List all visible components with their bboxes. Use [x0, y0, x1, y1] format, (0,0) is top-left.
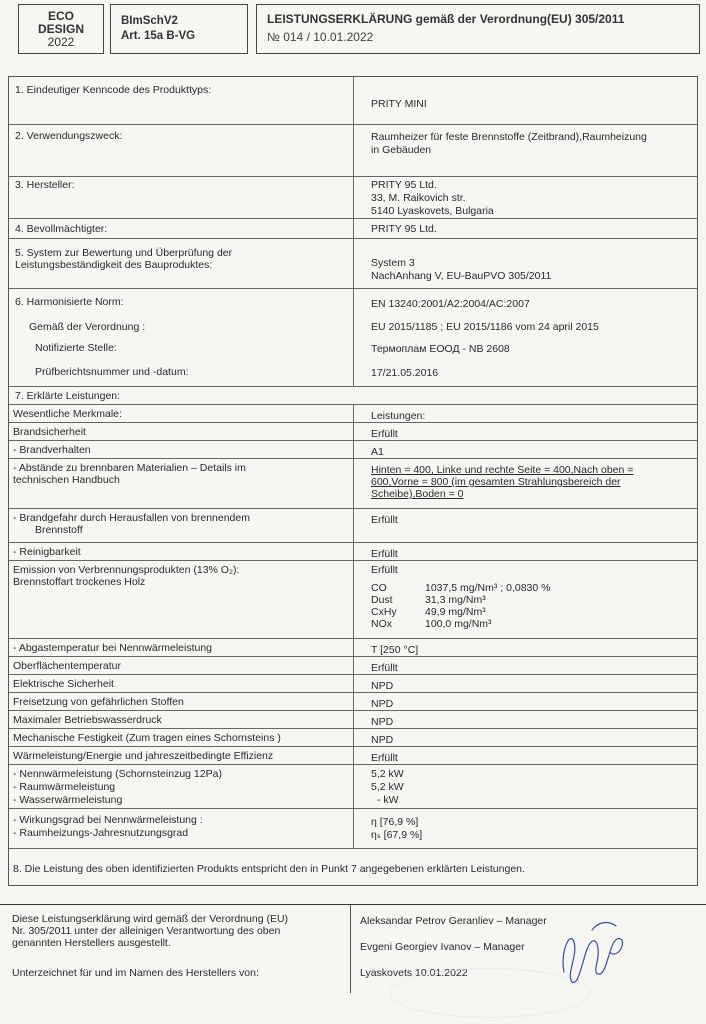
eco-design-box [18, 4, 104, 54]
emission-value: 31,3 mg/Nm³ [425, 594, 486, 606]
value-mechanical: NPD [371, 734, 394, 746]
label-mechanical: Mechanische Festigkeit (Zum tragen eines Schornsteins ) [13, 732, 281, 744]
place-date: Lyaskovets 10.01.2022 [360, 967, 468, 979]
responsibility-line-1: Diese Leistungserklärung wird gemäß der Verordnung (EU) [12, 913, 289, 925]
handwritten-signature [552, 912, 632, 988]
value-fuel-falling: Erfüllt [371, 514, 398, 526]
eco-line1: ECO [47, 8, 74, 23]
label-fuel-falling-2: Brennstoff [35, 524, 83, 536]
value-thermal: Erfüllt [371, 752, 398, 764]
value-room-output: 5,2 kW [371, 781, 404, 793]
label-surface-temp: Oberflächentemperatur [13, 660, 121, 672]
row-harmonised-standard [9, 289, 697, 387]
value-intended-use-2: in Gebäuden [371, 144, 432, 156]
value-representative: PRITY 95 Ltd. [371, 223, 437, 235]
performance-header: Leistungen: [371, 410, 426, 422]
value-distances-2: 600,Vorne = 800 (im gesamten Strahlungsbereich der [371, 476, 621, 488]
row-thermal [9, 747, 697, 765]
emission-value: 1037,5 mg/Nm³ ; 0,0830 % [425, 582, 551, 594]
label-water-pressure: Maximaler Betriebswasserdruck [13, 714, 162, 726]
value-efficiency-nominal: η [76,9 %] [371, 816, 419, 828]
label-test-report: Prüfberichtsnummer und -datum: [35, 366, 189, 378]
value-notified-body: Термоплам ЕООД - NB 2608 [371, 343, 510, 355]
row-water-pressure [9, 711, 697, 729]
row-declared-performance [9, 387, 697, 405]
label-efficiency-nominal: - Wirkungsgrad bei Nennwärmeleistung : [13, 814, 203, 826]
value-fire-behaviour: A1 [371, 446, 384, 458]
label-notified-body: Notifizierte Stelle: [35, 342, 117, 354]
value-test-report: 17/21.05.2016 [371, 367, 439, 379]
signed-for-label: Unterzeichnet für und im Namen des Herstellers von: [12, 967, 259, 979]
eco-year: 2022 [47, 34, 75, 49]
row-efficiency [9, 809, 697, 849]
essential-characteristics-header: Wesentliche Merkmale: [13, 408, 122, 420]
document-header [18, 4, 700, 54]
value-manufacturer-1: PRITY 95 Ltd. [371, 179, 437, 191]
label-fire-behaviour: - Brandverhalten [13, 444, 91, 456]
label-intended-use: 2. Verwendungszweck: [15, 130, 123, 142]
section7-title: 7. Erklärte Leistungen: [15, 390, 121, 402]
row-flue-temp [9, 639, 697, 657]
row-distances [9, 459, 697, 509]
bim-line1: BImSchV2 [121, 15, 178, 27]
row-surface-temp [9, 657, 697, 675]
label-nominal-output: - Nennwärmeleistung (Schornsteinzug 12Pa) [13, 768, 222, 780]
row-hazardous [9, 693, 697, 711]
emission-name: CO [371, 582, 387, 594]
value-manufacturer-3: 5140 Lyaskovets, Bulgaria [371, 205, 494, 217]
value-system-1: System 3 [371, 257, 415, 269]
label-electrical: Elektrische Sicherheit [13, 678, 114, 690]
row-essential-header [9, 405, 697, 423]
label-thermal: Wärmeleistung/Energie und jahreszeitbedingte Effizienz [13, 750, 274, 762]
row-heat-output [9, 765, 697, 809]
label-distances-1: - Abstände zu brennbaren Materialien – Details im [13, 462, 246, 474]
value-nominal-output: 5,2 kW [371, 768, 404, 780]
value-emissions: Erfüllt [371, 564, 398, 576]
value-system-2: NachAnhang V, EU-BauPVO 305/2011 [371, 270, 552, 282]
label-flue-temp: - Abgastemperatur bei Nennwärmeleistung [13, 642, 213, 654]
signer-1: Aleksandar Petrov Geranliev – Manager [360, 915, 547, 927]
label-distances-2: technischen Handbuch [13, 474, 120, 486]
label-emissions-2: Brennstoffart trockenes Holz [13, 576, 146, 588]
value-surface-temp: Erfüllt [371, 662, 398, 674]
declaration-box [256, 4, 700, 54]
row-conformity [9, 849, 697, 885]
value-cleanability: Erfüllt [371, 548, 398, 560]
row-product-code [9, 77, 697, 125]
label-emissions-1: Emission von Verbrennungsprodukten (13% O₂): [13, 564, 240, 576]
label-fuel-falling-1: - Brandgefahr durch Herausfallen von brennendem [13, 512, 250, 524]
label-room-output: - Raumwärmeleistung [13, 781, 116, 793]
value-norm: EN 13240:2001/A2:2004/AC:2007 [371, 298, 530, 310]
label-regulation: Gemäß der Verordnung : [29, 321, 146, 333]
value-distances-3: Scheibe),Boden = 0 [371, 488, 464, 500]
value-product-code: PRITY MINI [371, 98, 427, 110]
value-flue-temp: T [250 °C] [371, 644, 419, 656]
label-product-code: 1. Eindeutiger Kenncode des Produkttyps: [15, 84, 212, 96]
value-intended-use-1: Raumheizer für feste Brennstoffe (Zeitbrand),Raumheizung [371, 131, 647, 143]
eco-line2: DESIGN [37, 21, 84, 36]
label-system-1: 5. System zur Bewertung und Überprüfung der [15, 247, 233, 259]
value-distances-1: Hinten = 400, Linke und rechte Seite = 400,Nach oben = [371, 464, 634, 476]
row-fuel-falling [9, 509, 697, 543]
declaration-title: LEISTUNGSERKLÄRUNG gemäß der Verordnung(EU) 305/2011 [267, 12, 625, 26]
value-water-output: - kW [377, 794, 399, 806]
label-representative: 4. Bevollmächtigter: [15, 223, 108, 235]
value-electrical: NPD [371, 680, 394, 692]
row-fire-safety [9, 423, 697, 441]
row-manufacturer [9, 177, 697, 219]
emission-name: CxHy [371, 606, 397, 618]
emission-value: 49,9 mg/Nm³ [425, 606, 486, 618]
row-emissions [9, 561, 697, 639]
row-electrical [9, 675, 697, 693]
declaration-number: № 014 / 10.01.2022 [267, 30, 374, 44]
responsibility-line-2: Nr. 305/2011 unter der alleinigen Verantwortung des oben [12, 925, 281, 937]
row-cleanability [9, 543, 697, 561]
row-mechanical [9, 729, 697, 747]
label-seasonal-efficiency: - Raumheizungs-Jahresnutzungsgrad [13, 827, 189, 839]
label-fire-safety: Brandsicherheit [13, 426, 86, 438]
label-manufacturer: 3. Hersteller: [15, 179, 75, 191]
label-hazardous: Freisetzung von gefährlichen Stoffen [13, 696, 184, 708]
declaration-table [8, 76, 698, 886]
label-water-output: - Wasserwärmeleistung [13, 794, 123, 806]
label-system-2: Leistungsbeständigkeit des Bauproduktes: [15, 259, 213, 271]
bim-line2: Art. 15a B-VG [121, 30, 196, 42]
label-norm: 6. Harmonisierte Norm: [15, 296, 124, 308]
value-hazardous: NPD [371, 698, 394, 710]
signer-2: Evgeni Georgiev Ivanov – Manager [360, 941, 525, 953]
emission-value: 100,0 mg/Nm³ [425, 618, 492, 630]
bimschv-box [110, 4, 248, 54]
footer-divider [350, 905, 351, 993]
value-water-pressure: NPD [371, 716, 394, 728]
row-fire-behaviour [9, 441, 697, 459]
value-regulation: EU 2015/1185 ; EU 2015/1186 vom 24 april 2015 [371, 321, 599, 333]
label-cleanability: - Reinigbarkeit [13, 546, 81, 558]
responsibility-line-3: genannten Herstellers ausgestellt. [12, 937, 171, 949]
row-system [9, 239, 697, 289]
conformity-statement: 8. Die Leistung des oben identifizierten Produkts entspricht den in Punkt 7 angegebenen erklärten Leistungen. [13, 863, 525, 875]
value-fire-safety: Erfüllt [371, 428, 398, 440]
row-representative [9, 219, 697, 239]
emission-name: Dust [371, 594, 393, 606]
value-seasonal-efficiency: ηₛ [67,9 %] [371, 829, 423, 841]
emission-name: NOx [371, 618, 392, 630]
value-manufacturer-2: 33, M. Raikovich str. [371, 192, 466, 204]
row-intended-use [9, 125, 697, 177]
